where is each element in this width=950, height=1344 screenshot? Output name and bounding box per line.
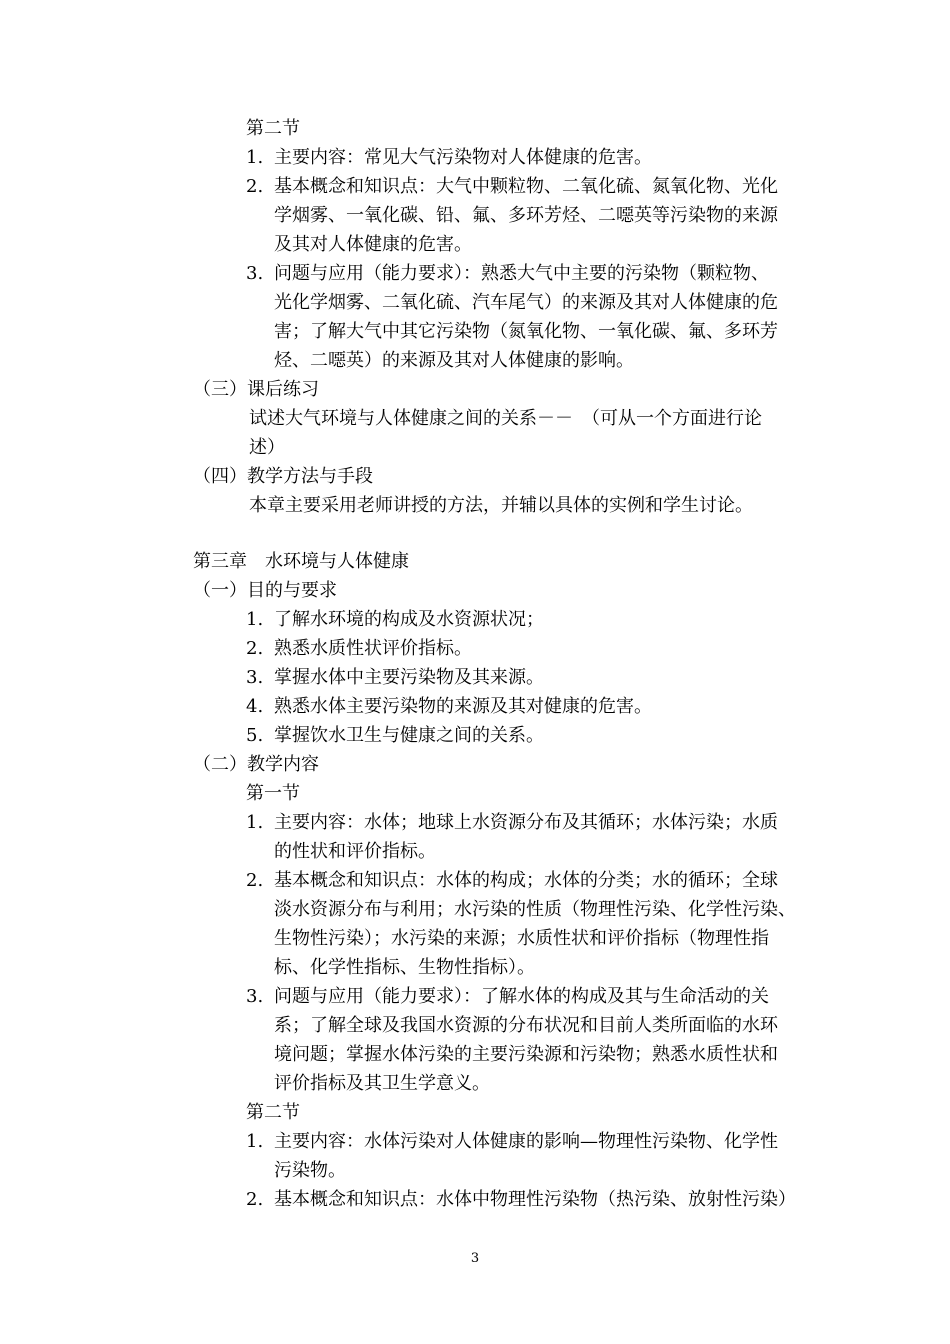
- list-item-line: 主要内容：水体污染对人体健康的影响—物理性污染物、化学性: [274, 1131, 778, 1152]
- page-number: 3: [470, 1251, 480, 1266]
- section-title: 第一节: [246, 783, 300, 804]
- list-item-line: 光化学烟雾、二氧化硫、汽车尾气）的来源及其对人体健康的危: [274, 292, 778, 313]
- list-item-line: 污染物。: [274, 1160, 346, 1181]
- list-number: 3.: [246, 986, 264, 1007]
- list-number: 5.: [246, 725, 264, 746]
- section-title: 第二节: [246, 1102, 300, 1123]
- list-item-line: 烃、二噁英）的来源及其对人体健康的影响。: [274, 350, 634, 371]
- list-number: 1.: [246, 147, 264, 168]
- list-number: 3.: [246, 263, 264, 284]
- exercise-text: 试述大气环境与人体健康之间的关系－－ （可从一个方面进行论: [249, 408, 762, 429]
- list-item-line: 主要内容：水体；地球上水资源分布及其循环；水体污染；水质: [274, 812, 778, 833]
- list-item-line: 基本概念和知识点：水体的构成；水体的分类；水的循环；全球: [274, 870, 778, 891]
- goal-item: 了解水环境的构成及水资源状况；: [274, 609, 544, 630]
- goal-item: 掌握饮水卫生与健康之间的关系。: [274, 725, 544, 746]
- list-item-line: 基本概念和知识点：水体中物理性污染物（热污染、放射性污染）: [274, 1189, 796, 1210]
- list-item-line: 害；了解大气中其它污染物（氮氧化物、一氧化碳、氟、多环芳: [274, 321, 778, 342]
- list-item-line: 问题与应用（能力要求）：了解水体的构成及其与生命活动的关: [274, 986, 769, 1007]
- list-number: 3.: [246, 667, 264, 688]
- list-number: 2.: [246, 638, 264, 659]
- goal-item: 掌握水体中主要污染物及其来源。: [274, 667, 544, 688]
- list-number: 1.: [246, 1131, 264, 1152]
- list-item-line: 评价指标及其卫生学意义。: [274, 1073, 490, 1094]
- section-title: 第二节: [246, 118, 300, 139]
- chapter-title: 第三章 水环境与人体健康: [193, 551, 409, 572]
- method-heading: （四）教学方法与手段: [193, 466, 373, 487]
- exercise-text: 述）: [249, 437, 285, 458]
- list-item-line: 主要内容：常见大气污染物对人体健康的危害。: [274, 147, 652, 168]
- list-item-line: 境问题；掌握水体污染的主要污染源和污染物；熟悉水质性状和: [274, 1044, 778, 1065]
- list-number: 2.: [246, 176, 264, 197]
- list-number: 2.: [246, 870, 264, 891]
- list-number: 2.: [246, 1189, 264, 1210]
- method-text: 本章主要采用老师讲授的方法，并辅以具体的实例和学生讨论。: [249, 495, 753, 516]
- content-heading: （二）教学内容: [193, 754, 319, 775]
- list-item-line: 基本概念和知识点：大气中颗粒物、二氧化硫、氮氧化物、光化: [274, 176, 778, 197]
- goal-item: 熟悉水质性状评价指标。: [274, 638, 472, 659]
- list-item-line: 及其对人体健康的危害。: [274, 234, 472, 255]
- goal-item: 熟悉水体主要污染物的来源及其对健康的危害。: [274, 696, 652, 717]
- list-number: 1.: [246, 609, 264, 630]
- list-item-line: 淡水资源分布与利用；水污染的性质（物理性污染、化学性污染、: [274, 899, 796, 920]
- exercise-heading: （三）课后练习: [193, 379, 319, 400]
- list-item-line: 的性状和评价指标。: [274, 841, 436, 862]
- list-number: 1.: [246, 812, 264, 833]
- list-item-line: 标、化学性指标、生物性指标）。: [274, 957, 535, 978]
- list-number: 4.: [246, 696, 264, 717]
- list-item-line: 生物性污染）；水污染的来源；水质性状和评价指标（物理性指: [274, 928, 769, 949]
- list-item-line: 系；了解全球及我国水资源的分布状况和目前人类所面临的水环: [274, 1015, 778, 1036]
- goal-heading: （一）目的与要求: [193, 580, 337, 601]
- list-item-line: 问题与应用（能力要求）：熟悉大气中主要的污染物（颗粒物、: [274, 263, 769, 284]
- list-item-line: 学烟雾、一氧化碳、铅、氟、多环芳烃、二噁英等污染物的来源: [274, 205, 778, 226]
